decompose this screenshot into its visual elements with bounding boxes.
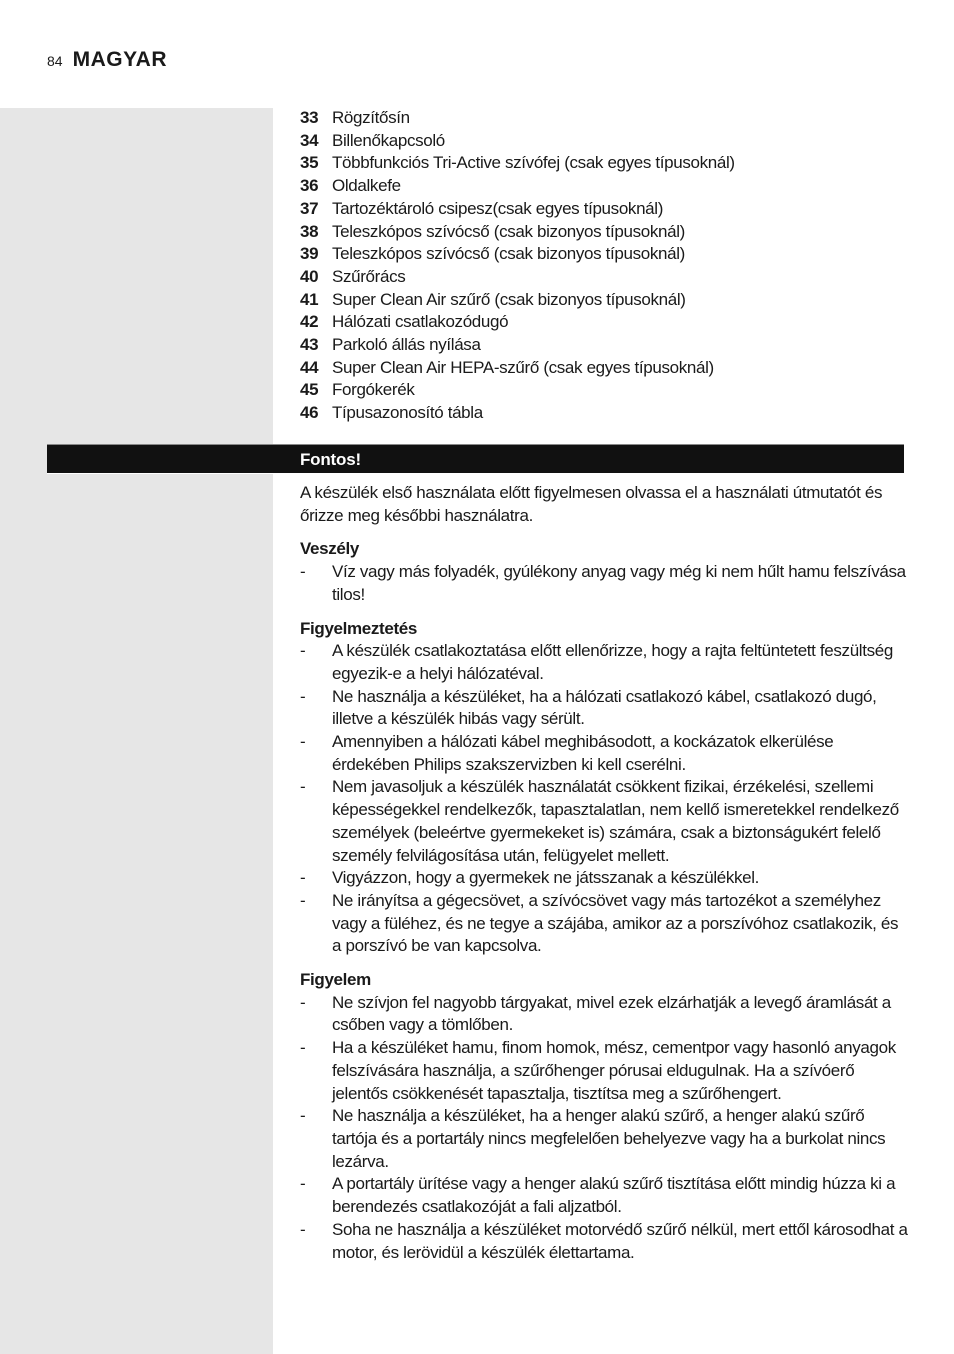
part-item (300, 402, 910, 425)
bullet-dash: - (300, 992, 306, 1012)
part-label: Oldalkefe (332, 176, 401, 196)
part-number: 34 (300, 130, 319, 150)
bullet-dash: - (300, 890, 306, 910)
bullet-item (300, 992, 910, 1037)
bullet-text: A készülék csatlakoztatása előtt ellenőrizze, hogy a rajta feltüntetett feszültség egyezik-e a helyi hálózatéval. (332, 641, 893, 683)
bullet-text: Vigyázzon, hogy a gyermekek ne játsszanak a készülékkel. (332, 868, 760, 888)
part-label: Rögzítősín (332, 108, 410, 127)
part-label: Tartozéktároló csipesz(csak egyes típusoknál) (332, 198, 664, 218)
bullet-text: Ne használja a készüléket, ha a hálózati csatlakozó kábel, csatlakozó dugó, illetve a készülék hibás vagy sérült. (332, 686, 877, 729)
part-item (300, 289, 910, 312)
safety-section (300, 618, 910, 959)
part-item (300, 357, 910, 380)
bullet-dash: - (300, 868, 306, 888)
part-item (300, 130, 910, 153)
part-number: 35 (300, 153, 319, 173)
bullet-item (300, 776, 910, 867)
intro-paragraph: A készülék első használata előtt figyelmesen olvassa el a használati útmutatót és őrizze meg későbbi használatra. (300, 483, 883, 525)
part-number: 38 (300, 221, 319, 241)
part-number: 37 (300, 198, 319, 218)
bullet-text: Ne használja a készüléket, ha a henger alakú szűrő, a henger alakú szűrő tartója és a portartály nincs megfelelően behelyezve vagy ha a burkolat nincs lezárva. (332, 1106, 886, 1171)
bullet-item (300, 890, 910, 958)
left-margin-panel (0, 108, 273, 1354)
section-heading: Figyelem (300, 970, 371, 990)
part-item (300, 107, 910, 130)
part-number: 40 (300, 266, 319, 286)
part-label: Forgókerék (332, 380, 415, 400)
bullet-dash: - (300, 1106, 306, 1126)
bullet-item (300, 640, 910, 685)
part-label: Hálózati csatlakozódugó (332, 312, 509, 332)
bullet-dash: - (300, 641, 306, 661)
bullet-text: Soha ne használja a készüléket motorvédő szűrő nélkül, mert ettől károsodhat a motor, és lerövidül a készülék élettartama. (332, 1219, 908, 1262)
bullet-item (300, 731, 910, 776)
part-item (300, 243, 910, 266)
part-item (300, 198, 910, 221)
safety-sections (300, 538, 910, 1264)
part-item (300, 379, 910, 402)
part-number: 42 (300, 312, 319, 332)
section-heading: Figyelmeztetés (300, 618, 417, 638)
bullet-text: Ne szívjon fel nagyobb tárgyakat, mivel ezek elzárhatják a levegő áramlását a csőben vagy a tömlőben. (332, 992, 891, 1035)
bullet-text: Ha a készüléket hamu, finom homok, mész, cementpor vagy hasonló anyagok felszívására használja, a szűrőhenger pórusai eldugulnak. Ha a szívóerő jelentős csökkenését tapasztalja, tisztítsa meg a szűrőhengert. (332, 1038, 896, 1103)
bullet-dash: - (300, 686, 306, 706)
part-number: 41 (300, 289, 319, 309)
bullet-item (300, 1037, 910, 1105)
safety-section (300, 538, 910, 606)
part-item (300, 221, 910, 244)
part-number: 45 (300, 380, 319, 400)
bullet-dash: - (300, 1174, 306, 1194)
bullet-item (300, 561, 910, 606)
part-label: Billenőkapcsoló (332, 130, 445, 150)
safety-section (300, 969, 910, 1264)
safety-text (300, 482, 910, 1275)
part-item (300, 175, 910, 198)
part-label: Super Clean Air szűrő (csak bizonyos típusoknál) (332, 289, 686, 309)
part-label: Típusazonosító tábla (332, 403, 483, 423)
part-label: Teleszkópos szívócső (csak bizonyos típusoknál) (332, 244, 685, 264)
part-number: 43 (300, 335, 319, 355)
part-label: Szűrőrács (332, 266, 406, 286)
parts-list (300, 107, 910, 425)
bullet-text: A portartály ürítése vagy a henger alakú szűrő tisztítása előtt mindig húzza ki a berendezés csatlakozóját a fali aljzatból. (332, 1174, 896, 1217)
part-item (300, 152, 910, 175)
part-item (300, 311, 910, 334)
section-heading: Veszély (300, 539, 359, 559)
part-number: 33 (300, 108, 319, 127)
bullet-item (300, 1105, 910, 1173)
important-title: Fontos! (300, 450, 361, 469)
bullet-dash: - (300, 1038, 306, 1058)
bullet-dash: - (300, 777, 306, 797)
part-label: Parkoló állás nyílása (332, 335, 481, 355)
part-number: 44 (300, 357, 319, 377)
bullet-item (300, 686, 910, 731)
bullet-dash: - (300, 562, 306, 582)
bullet-text: Ne irányítsa a gégecsövet, a szívócsövet vagy más tartozékot a személyhez vagy a füléhez, és ne tegye a szájába, amikor az a porszívóhoz csatlakozik, és a porszívó be van kapcsolva. (332, 890, 899, 956)
bullet-item (300, 1219, 910, 1264)
part-item (300, 334, 910, 357)
bullet-text: Amennyiben a hálózati kábel meghibásodott, a kockázatok elkerülése érdekében Philips szakszervizben ki kell cserélni. (332, 732, 834, 774)
part-number: 46 (300, 403, 319, 423)
bullet-text: Nem javasoljuk a készülék használatát csökkent fizikai, érzékelési, szellemi képességekkel rendelkezők, tapasztalatlan, nem kellő ismeretekkel rendelkező személyek (beleértve gyermekeket is) számára, csak a biztonságukért felelő személy felvilágosítása után, felügyelet mellett. (332, 777, 899, 865)
bullet-item (300, 1173, 910, 1218)
bullet-dash: - (300, 732, 306, 752)
part-label: Teleszkópos szívócső (csak bizonyos típusoknál) (332, 221, 685, 241)
part-number: 39 (300, 244, 319, 264)
part-label: Super Clean Air HEPA-szűrő (csak egyes típusoknál) (332, 357, 714, 377)
bullet-dash: - (300, 1219, 306, 1239)
language-title: MAGYAR (72, 48, 167, 71)
part-number: 36 (300, 176, 319, 196)
page-header (47, 48, 167, 74)
bullet-text: Víz vagy más folyadék, gyúlékony anyag vagy még ki nem hűlt hamu felszívása tilos! (332, 562, 906, 604)
part-label: Többfunkciós Tri-Active szívófej (csak egyes típusoknál) (332, 153, 735, 173)
bullet-item (300, 867, 910, 890)
part-item (300, 266, 910, 289)
page-number: 84 (47, 53, 63, 69)
banner-divider (47, 473, 273, 474)
important-banner (47, 444, 904, 473)
